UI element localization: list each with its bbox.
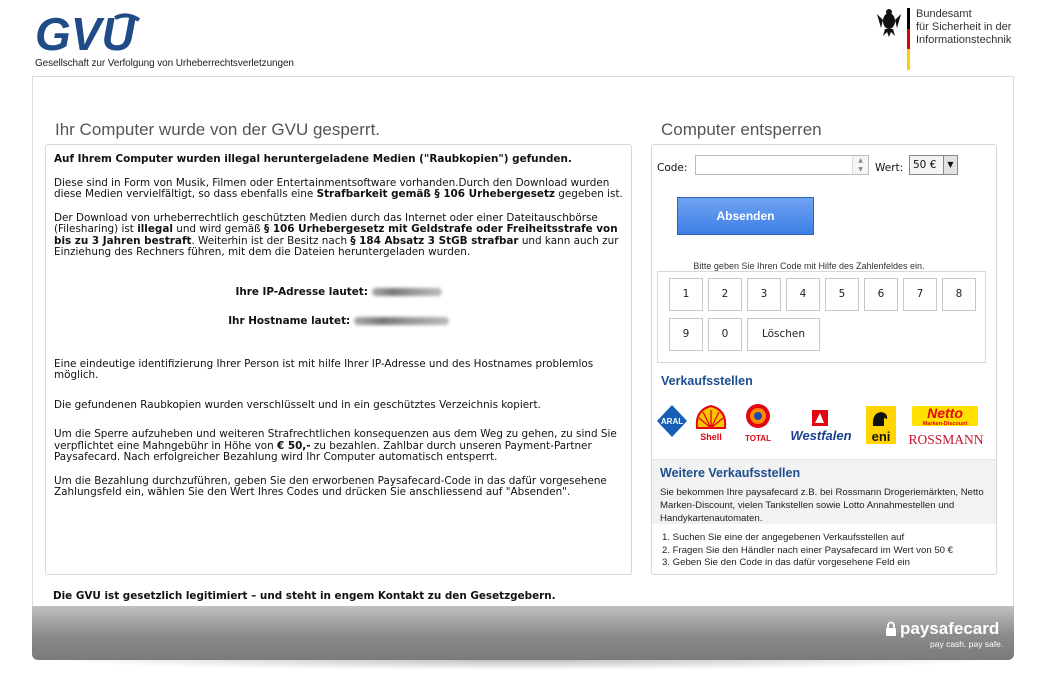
notice-paragraph: Um die Bezahlung durchzuführen, geben Sie den erworbenen Paysafecard-Code in das dafür vorgesehene Zahlungsfeld ein, wählen Sie den Wert Ihres Codes und drücken Sie anschliessend auf "Absenden".: [54, 474, 607, 498]
value-label: Wert:: [875, 162, 904, 174]
notice-paragraph: Auf Ihrem Computer wurden illegal heruntergeladene Medien ("Raubkopien") gefunden.: [54, 153, 572, 165]
shell-logo: [692, 402, 730, 442]
chevron-down-icon[interactable]: ▼: [943, 156, 957, 174]
notice-paragraph: Der Download von urheberrechtlich geschützten Medien durch das Internet oder einer Dateitauschbörse (Filesharing) ist illegal und wird gemäß § 106 Urhebergesetz mit Geldstrafe oder Freiheitsstrafe von bis zu 3 Jahren bestraft. Weiterhin ist der Besitz nach § 184 Absatz 3 StGB strafbar und kann auch zur Einziehung des Rechners führen, mit dem die Dateien heruntergeladen wurden.: [54, 211, 619, 258]
hostname-blurred: [354, 317, 449, 325]
svg-text:Netto: Netto: [927, 405, 963, 421]
gvu-logo: [35, 10, 155, 58]
notice-paragraph: Eine eindeutige identifizierung Ihrer Person ist mit hilfe Ihrer IP-Adresse und des Hostnames problemlos möglich.: [54, 357, 594, 381]
key-3[interactable]: 3: [747, 278, 781, 311]
keypad: [657, 271, 986, 363]
svg-text:Marken-Discount: Marken-Discount: [922, 421, 968, 427]
paysafecard-logo: paysafecard: [900, 619, 1000, 638]
bsi-line: Bundesamt: [916, 8, 972, 20]
instruction-steps: [662, 532, 953, 570]
value-select-current: 50 €: [913, 159, 937, 171]
lock-notice-title: Ihr Computer wurde von der GVU gesperrt.: [55, 120, 381, 139]
svg-text:TOTAL: TOTAL: [745, 434, 771, 443]
clear-button[interactable]: Löschen: [747, 318, 820, 351]
lock-icon: [885, 621, 897, 636]
gvu-tagline: Gesellschaft zur Verfolgung von Urheberrechtsverletzungen: [35, 58, 294, 69]
westfalen-logo: [784, 408, 858, 444]
step-item: 2. Fragen Sie den Händler nach einer Paysafecard im Wert von 50 €: [662, 544, 953, 556]
ip-address-blurred: [372, 288, 442, 296]
key-4[interactable]: 4: [786, 278, 820, 311]
header: [0, 0, 1042, 76]
step-item: 1. Suchen Sie eine der angegebenen Verkaufsstellen auf: [662, 532, 905, 543]
notice-paragraph: Um die Sperre aufzuheben und weiteren Strafrechtlichen konsequenzen aus dem Weg zu gehen, zu sind Sie verpflichtet eine Mahngebühr in Höhe von € 50,- zu bezahlen. Zahlbar durch unseren Payment-Partner Paysafecard. Nach erfolgreicher Bezahlung wird Ihr Computer automatisch entsperrt.: [54, 428, 617, 463]
keypad-hint: Bitte geben Sie Ihren Code mit Hilfe des Zahlenfeldes ein.: [693, 261, 925, 271]
code-spinner[interactable]: [852, 156, 868, 174]
submit-button[interactable]: Absenden: [677, 197, 814, 235]
total-logo: [740, 402, 776, 444]
gvu-logo-text: GVU: [35, 10, 135, 58]
key-1[interactable]: 1: [669, 278, 703, 311]
more-retailers-title: Weitere Verkaufsstellen: [660, 466, 801, 480]
bsi-name: [916, 8, 1011, 47]
code-label: Code:: [657, 162, 688, 174]
svg-text:Westfalen: Westfalen: [790, 428, 852, 443]
legal-footer: Die GVU ist gesetzlich legitimiert – und steht in engem Kontakt zu den Gesetzgebern.: [53, 590, 556, 602]
step-item: 3. Geben Sie den Code in das dafür vorgesehene Feld ein: [662, 557, 911, 568]
more-retailers-text: Sie bekommen Ihre paysafecard z.B. bei Rossmann Drogeriemärkten, Netto Marken-Discount, vielen Tankstellen sowie Lotto Annahmestellen und Handykartenautomaten.: [660, 487, 984, 524]
key-0[interactable]: 0: [708, 318, 742, 351]
hostname-line: Ihr Hostname lautet:: [54, 316, 623, 328]
svg-text:ARAL: ARAL: [660, 417, 684, 426]
key-9[interactable]: 9: [669, 318, 703, 351]
key-7[interactable]: 7: [903, 278, 937, 311]
ip-address-line: Ihre IP-Adresse lautet:: [54, 287, 623, 299]
code-input[interactable]: [695, 155, 869, 175]
footer-bar: [32, 606, 1014, 660]
key-2[interactable]: 2: [708, 278, 742, 311]
retailer-logos: [652, 390, 996, 455]
svg-text:eni: eni: [871, 429, 891, 444]
paysafecard-slogan: pay cash. pay safe.: [930, 639, 1004, 649]
aral-logo: [656, 404, 688, 438]
eagle-icon: [876, 8, 902, 38]
bsi-line: Informationstechnik: [916, 34, 1012, 46]
footer-shadow: [42, 660, 1004, 670]
spin-down-icon[interactable]: ▼: [858, 166, 863, 173]
notice-paragraph: Die gefundenen Raubkopien wurden verschlüsselt und in ein geschütztes Verzeichnis kopiert.: [54, 398, 541, 411]
eni-logo: [864, 404, 898, 446]
svg-text:ROSSMANN: ROSSMANN: [908, 432, 984, 447]
value-select[interactable]: [909, 155, 958, 175]
key-6[interactable]: 6: [864, 278, 898, 311]
notice-text-box: [45, 144, 632, 575]
key-8[interactable]: 8: [942, 278, 976, 311]
german-flag-bar: [907, 8, 910, 70]
spin-up-icon[interactable]: ▲: [858, 157, 863, 164]
notice-paragraph: Diese sind in Form von Musik, Filmen oder Entertainmentsoftware vorhanden.Durch den Download wurden diese Medien vervielfältigt, so dass ebenfalls eine Strafbarkeit gemäß § 106 Urhebergesetz gegeben ist.: [54, 176, 623, 200]
key-5[interactable]: 5: [825, 278, 859, 311]
unlock-title: Computer entsperren: [661, 120, 822, 139]
svg-text:Shell: Shell: [700, 432, 722, 442]
bsi-line: für Sicherheit in der: [916, 21, 1012, 33]
retailers-title: Verkaufsstellen: [661, 374, 753, 388]
netto-rossmann-logo: [906, 400, 988, 448]
